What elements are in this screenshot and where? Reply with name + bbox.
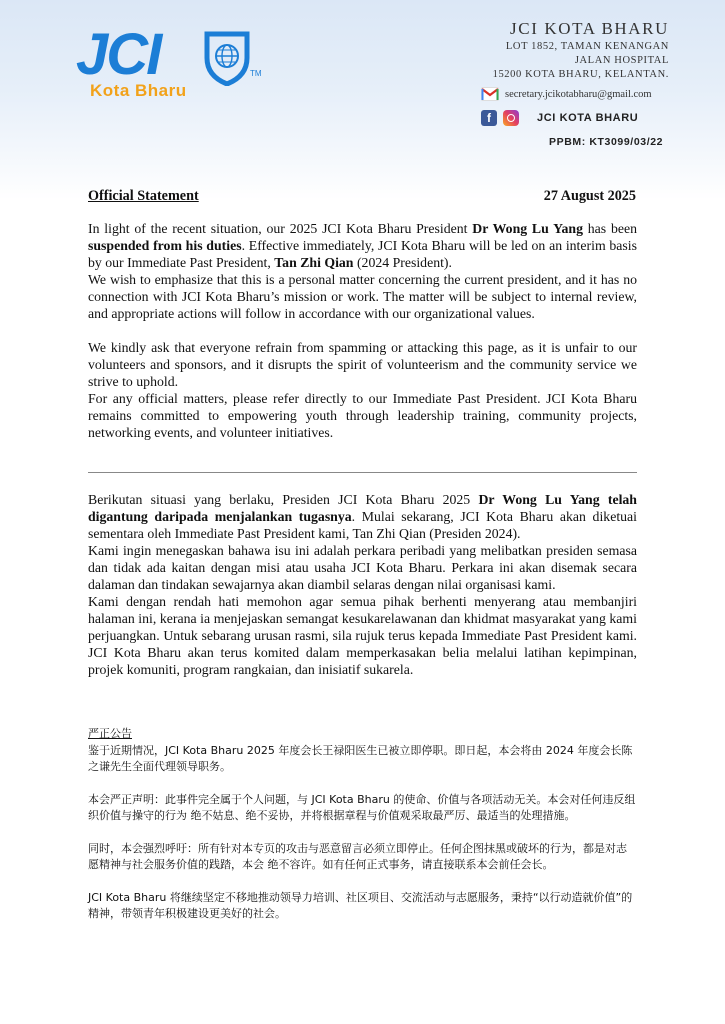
logo-jci-text: JCI bbox=[76, 22, 161, 87]
statement-title: Official Statement bbox=[88, 188, 199, 204]
chinese-section bbox=[88, 726, 637, 923]
gmail-icon bbox=[481, 87, 499, 101]
english-paragraph-4: For any official matters, please refer directly to our Immediate Past President. JCI Kota Bharu remains committed to empowering youth through leadership training, community projects, networking events, and volunteer initiatives. bbox=[88, 391, 637, 440]
logo-tm: TM bbox=[250, 69, 262, 78]
chinese-paragraph-1: 鉴于近期情况，JCI Kota Bharu 2025 年度会长王禄阳医生已被立即停职。即日起，本会将由 2024 年度会长陈之谦先生全面代理领导职务。 bbox=[88, 743, 633, 773]
logo-chapter-name: Kota Bharu bbox=[90, 81, 187, 100]
organization-block bbox=[429, 18, 669, 82]
malay-section bbox=[88, 491, 637, 678]
facebook-icon[interactable]: f bbox=[481, 110, 497, 126]
shield-globe-icon bbox=[203, 28, 251, 86]
section-divider bbox=[88, 472, 637, 473]
malay-paragraph-2: Kami ingin menegaskan bahawa isu ini adalah perkara peribadi yang melibatkan presiden semasa dan tidak ada kaitan dengan misi atau usaha JCI Kota Bharu. Perkara ini akan disemak secara dalaman dan tindakan sewajarnya akan diambil selaras dengan nilai organisasi kami. bbox=[88, 543, 637, 592]
chinese-paragraph-4: JCI Kota Bharu 将继续坚定不移地推动领导力培训、社区项目、交流活动与志愿服务，秉持“以行动造就价值”的精神，带领青年积极建设更美好的社会。 bbox=[88, 890, 633, 920]
english-section bbox=[88, 220, 637, 441]
social-row bbox=[481, 109, 638, 127]
chinese-paragraph-3: 同时，本会强烈呼吁：所有针对本专页的攻击与恶意留言必须立即停止。任何企图抹黑或破坏的行为，都是对志愿精神与社会服务价值的践踏，本会 绝不容许。如有任何正式事务，请直接联系本会前任会长。 bbox=[88, 841, 627, 871]
english-paragraph-2: We wish to emphasize that this is a personal matter concerning the current president, and it has no connection with JCI Kota Bharu’s mission or work. The matter will be subject to internal review, and appropriate actions will follow in accordance with our organizational values. bbox=[88, 272, 637, 321]
english-paragraph-3: We kindly ask that everyone refrain from spamming or attacking this page, as it is unfair to our volunteers and sponsors, and it disrupts the spirit of volunteerism and the community service we strive to uphold. bbox=[88, 340, 637, 389]
jci-logo bbox=[76, 22, 276, 106]
address-line-2: JALAN HOSPITAL bbox=[574, 55, 669, 66]
address-line-3: 15200 KOTA BHARU, KELANTAN. bbox=[492, 69, 669, 80]
ppbm-registration: PPBM: KT3099/03/22 bbox=[549, 136, 664, 148]
email-address[interactable]: secretary.jcikotabharu@gmail.com bbox=[505, 88, 652, 100]
statement-date: 27 August 2025 bbox=[543, 188, 636, 204]
chinese-title: 严正公告 bbox=[88, 727, 132, 740]
chinese-paragraph-2: 本会严正声明：此事件完全属于个人问题，与 JCI Kota Bharu 的使命、价值与各项活动无关。本会对任何违反组织价值与操守的行为 绝不姑息、绝不妥协，并将根据章程与价值观采取最严厉、最适当的处理措施。 bbox=[88, 792, 636, 822]
instagram-icon[interactable] bbox=[503, 110, 519, 126]
email-row bbox=[481, 86, 652, 102]
social-account-name: JCI KOTA BHARU bbox=[537, 112, 639, 124]
malay-paragraph-3: Kami dengan rendah hati memohon agar semua pihak berhenti menyerang atau membanjiri halaman ini, kerana ia menjejaskan semangat kesukarelawanan dan khidmat masyarakat yang kami perjuangkan. Untuk sebarang urusan rasmi, sila rujuk terus kepada Immediate Past President kami. JCI Kota Bharu akan terus komited dalam memperkasakan belia melalui latihan kepimpinan, projek komuniti, program rangkaian, dan inisiatif sukarela. bbox=[88, 594, 637, 677]
english-paragraph-1: In light of the recent situation, our 2025 JCI Kota Bharu President Dr Wong Lu Yang has been suspended from his duties. Effective immediately, JCI Kota Bharu will be led on an interim basis by our Immediate Past President, Tan Zhi Qian (2024 President). bbox=[88, 221, 638, 270]
malay-paragraph-1: Berikutan situasi yang berlaku, Presiden JCI Kota Bharu 2025 Dr Wong Lu Yang telah digantung daripada menjalankan tugasnya. Mulai sekarang, JCI Kota Bharu akan diketuai sementara oleh Immediate Past President kami, Tan Zhi Qian (Presiden 2024). bbox=[88, 492, 638, 541]
address-line-1: LOT 1852, TAMAN KENANGAN bbox=[505, 41, 669, 52]
org-name: JCI KOTA BHARU bbox=[510, 19, 669, 38]
